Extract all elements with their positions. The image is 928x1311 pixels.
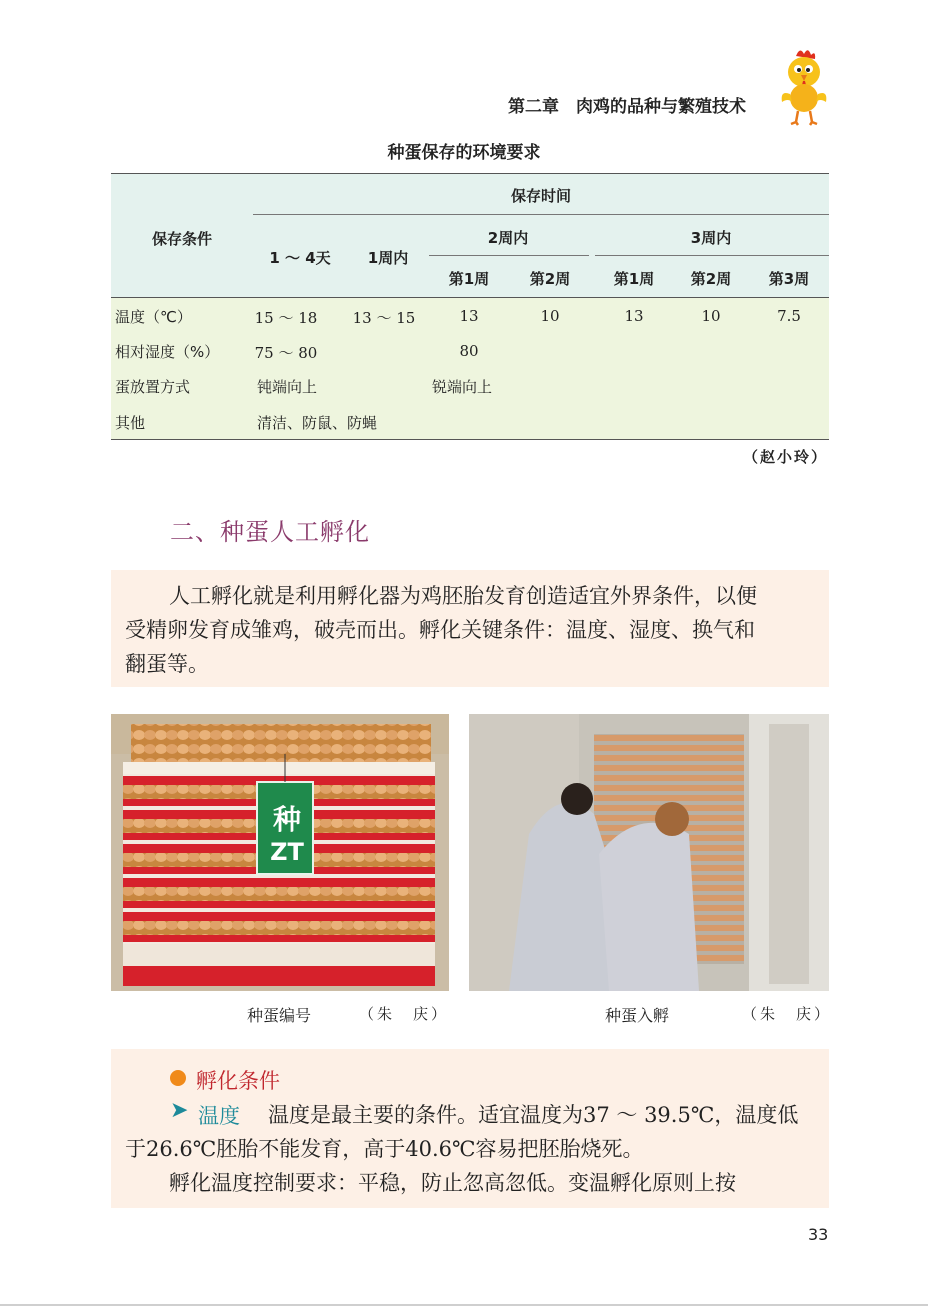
section-title: 二、种蛋人工孵化 <box>170 518 370 546</box>
storage-requirements-table <box>111 173 829 440</box>
sign-character: 种 <box>272 803 301 836</box>
page-number: 33 <box>808 1225 829 1244</box>
table-cell: 80 <box>459 342 479 360</box>
table-cell: 清洁、防鼠、防蝇 <box>257 414 378 432</box>
time-header-rule <box>253 214 829 215</box>
row-humidity-label: 相对湿度（%） <box>115 343 220 361</box>
header-3w-week1: 第1周 <box>613 270 655 288</box>
table-cell: 13 <box>624 307 644 325</box>
arrow-icon: ➤ <box>170 1098 189 1123</box>
photo2-credit: （朱 庆） <box>742 1005 833 1023</box>
table-bottom-rule <box>111 439 829 440</box>
table-cell: 10 <box>540 307 560 325</box>
header-2-weeks: 2周内 <box>487 229 529 247</box>
header-2w-week2: 第2周 <box>529 270 571 288</box>
conditions-line: 温度是最主要的条件。适宜温度为37 ～ 39.5℃，温度低 <box>268 1103 799 1127</box>
intro-line: 受精卵发育成雏鸡，破壳而出。孵化关键条件：温度、湿度、换气和 <box>125 618 755 642</box>
intro-line: 翻蛋等。 <box>125 652 209 676</box>
3w-header-rule <box>595 255 829 256</box>
table-cell: 75 ～ 80 <box>254 344 318 362</box>
header-time: 保存时间 <box>510 187 572 205</box>
intro-line: 人工孵化就是利用孵化器为鸡胚胎发育创造适宜外界条件，以便 <box>169 584 757 608</box>
header-bottom-rule <box>111 297 829 298</box>
row-other-label: 其他 <box>115 414 146 432</box>
row-placement-label: 蛋放置方式 <box>115 378 191 396</box>
table-cell: 15 ～ 18 <box>254 309 318 327</box>
header-3w-week2: 第2周 <box>690 270 732 288</box>
chapter-header: 第二章 肉鸡的品种与繁殖技术 <box>508 97 746 117</box>
row-temperature-label: 温度（℃） <box>115 308 192 326</box>
table-cell: 10 <box>701 307 721 325</box>
conditions-line: 于26.6℃胚胎不能发育，高于40.6℃容易把胚胎烧死。 <box>125 1137 644 1161</box>
header-1-week: 1周内 <box>367 249 409 267</box>
conditions-heading: 孵化条件 <box>196 1069 280 1093</box>
bottom-divider <box>0 1304 928 1306</box>
table-top-rule <box>111 173 829 174</box>
header-2w-week1: 第1周 <box>448 270 490 288</box>
incubator-loading-photo <box>469 714 829 991</box>
header-1-4-days: 1 ～ 4天 <box>269 249 331 267</box>
photo2-caption: 种蛋入孵 <box>605 1006 670 1025</box>
table-credit: （赵小玲） <box>742 448 828 466</box>
table-cell: 钝端向上 <box>257 378 318 396</box>
table-cell: 13 ～ 15 <box>352 309 416 327</box>
egg-crates-photo <box>111 714 449 991</box>
table-cell: 7.5 <box>777 307 801 325</box>
table-cell: 13 <box>459 307 479 325</box>
intro-box <box>111 570 829 687</box>
temperature-label: 温度 <box>198 1104 240 1128</box>
bullet-dot-icon <box>170 1070 186 1086</box>
table-cell: 锐端向上 <box>432 378 493 396</box>
photo1-caption: 种蛋编号 <box>247 1006 312 1025</box>
chick-mascot-icon <box>774 46 830 128</box>
photo1-credit: （朱 庆） <box>359 1005 450 1023</box>
header-condition: 保存条件 <box>151 230 213 248</box>
table-title: 种蛋保存的环境要求 <box>387 143 541 163</box>
header-3-weeks: 3周内 <box>690 229 732 247</box>
2w-header-rule <box>429 255 589 256</box>
sign-code: ZT <box>270 838 304 866</box>
header-3w-week3: 第3周 <box>768 270 810 288</box>
conditions-line: 孵化温度控制要求：平稳，防止忽高忽低。变温孵化原则上按 <box>169 1171 736 1195</box>
